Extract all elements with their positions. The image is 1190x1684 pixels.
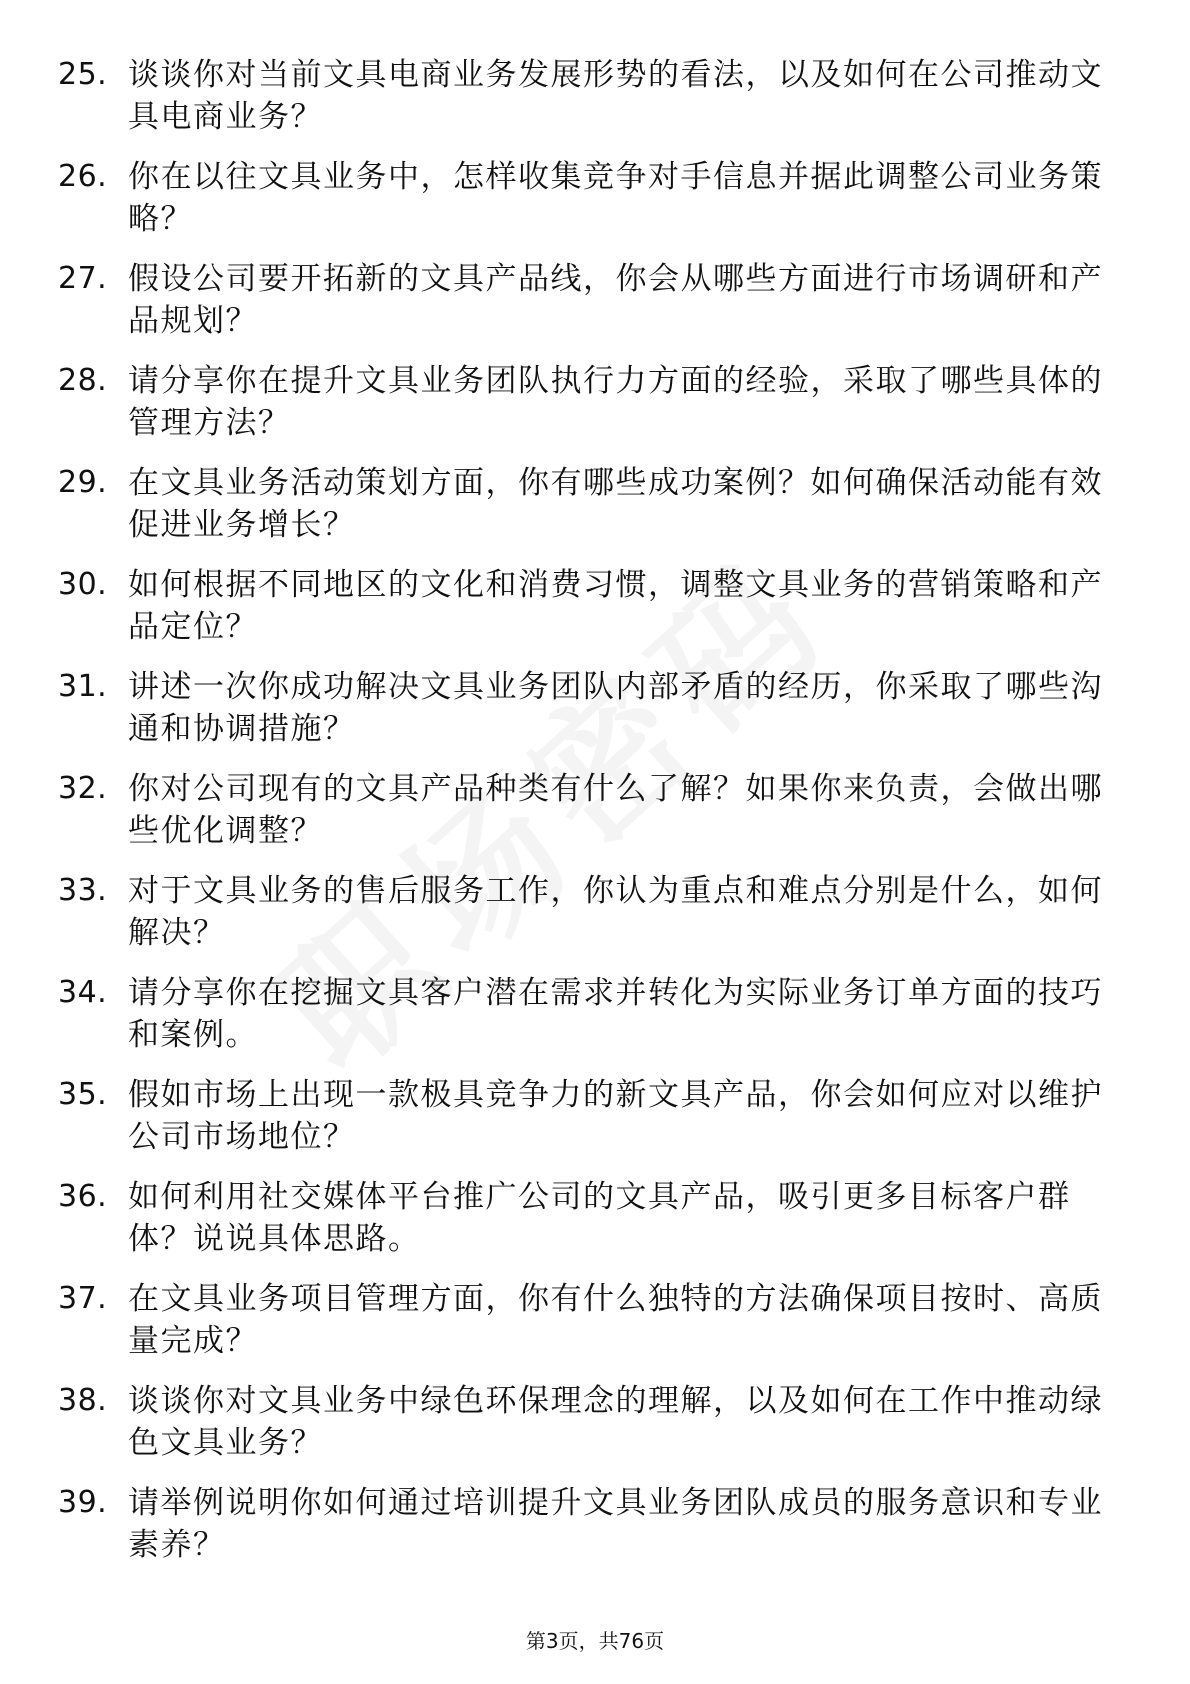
question-item bbox=[58, 870, 1138, 972]
question-item bbox=[58, 768, 1138, 870]
question-text: 在文具业务活动策划方面，你有哪些成功案例？如何确保活动能有效促进业务增长？ bbox=[128, 465, 1103, 543]
question-number: 31. bbox=[58, 669, 108, 704]
question-item bbox=[58, 564, 1138, 666]
question-item bbox=[58, 54, 1138, 156]
question-text: 假设公司要开拓新的文具产品线，你会从哪些方面进行市场调研和产品规划？ bbox=[128, 261, 1103, 339]
question-number: 25. bbox=[58, 57, 108, 92]
question-item bbox=[58, 1176, 1138, 1278]
question-text: 如何利用社交媒体平台推广公司的文具产品，吸引更多目标客户群体？说说具体思路。 bbox=[128, 1179, 1071, 1257]
question-number: 37. bbox=[58, 1281, 108, 1316]
question-number: 30. bbox=[58, 567, 108, 602]
question-text: 你在以往文具业务中，怎样收集竞争对手信息并据此调整公司业务策略？ bbox=[128, 159, 1103, 237]
question-number: 32. bbox=[58, 771, 108, 806]
question-text: 请分享你在挖掘文具客户潜在需求并转化为实际业务订单方面的技巧和案例。 bbox=[128, 975, 1103, 1053]
question-item bbox=[58, 972, 1138, 1074]
question-number: 29. bbox=[58, 465, 108, 500]
page-number-footer: 第3页，共76页 bbox=[525, 1629, 665, 1653]
question-number: 35. bbox=[58, 1077, 108, 1112]
question-number: 33. bbox=[58, 873, 108, 908]
question-text: 谈谈你对当前文具电商业务发展形势的看法，以及如何在公司推动文具电商业务？ bbox=[128, 57, 1103, 135]
question-text: 你对公司现有的文具产品种类有什么了解？如果你来负责，会做出哪些优化调整？ bbox=[128, 771, 1103, 849]
question-number: 38. bbox=[58, 1383, 108, 1418]
question-text: 假如市场上出现一款极具竞争力的新文具产品，你会如何应对以维护公司市场地位？ bbox=[128, 1077, 1103, 1155]
question-text: 请举例说明你如何通过培训提升文具业务团队成员的服务意识和专业素养？ bbox=[128, 1485, 1103, 1563]
question-text: 如何根据不同地区的文化和消费习惯，调整文具业务的营销策略和产品定位？ bbox=[128, 567, 1103, 645]
question-number: 27. bbox=[58, 261, 108, 296]
question-item bbox=[58, 462, 1138, 564]
question-text: 在文具业务项目管理方面，你有什么独特的方法确保项目按时、高质量完成？ bbox=[128, 1281, 1103, 1359]
question-number: 34. bbox=[58, 975, 108, 1010]
question-item bbox=[58, 1278, 1138, 1380]
question-item bbox=[58, 156, 1138, 258]
question-text: 对于文具业务的售后服务工作，你认为重点和难点分别是什么，如何解决？ bbox=[128, 873, 1103, 951]
question-number: 26. bbox=[58, 159, 108, 194]
question-number: 28. bbox=[58, 363, 108, 398]
question-text: 谈谈你对文具业务中绿色环保理念的理解，以及如何在工作中推动绿色文具业务？ bbox=[128, 1383, 1103, 1461]
question-item bbox=[58, 1074, 1138, 1176]
question-item bbox=[58, 360, 1138, 462]
question-text: 讲述一次你成功解决文具业务团队内部矛盾的经历，你采取了哪些沟通和协调措施？ bbox=[128, 669, 1103, 747]
question-item bbox=[58, 258, 1138, 360]
question-number: 39. bbox=[58, 1485, 108, 1520]
question-number: 36. bbox=[58, 1179, 108, 1214]
question-text: 请分享你在提升文具业务团队执行力方面的经验，采取了哪些具体的管理方法？ bbox=[128, 363, 1103, 441]
question-item bbox=[58, 1380, 1138, 1482]
question-list bbox=[58, 54, 1138, 1584]
question-item bbox=[58, 1482, 1138, 1584]
question-item bbox=[58, 666, 1138, 768]
